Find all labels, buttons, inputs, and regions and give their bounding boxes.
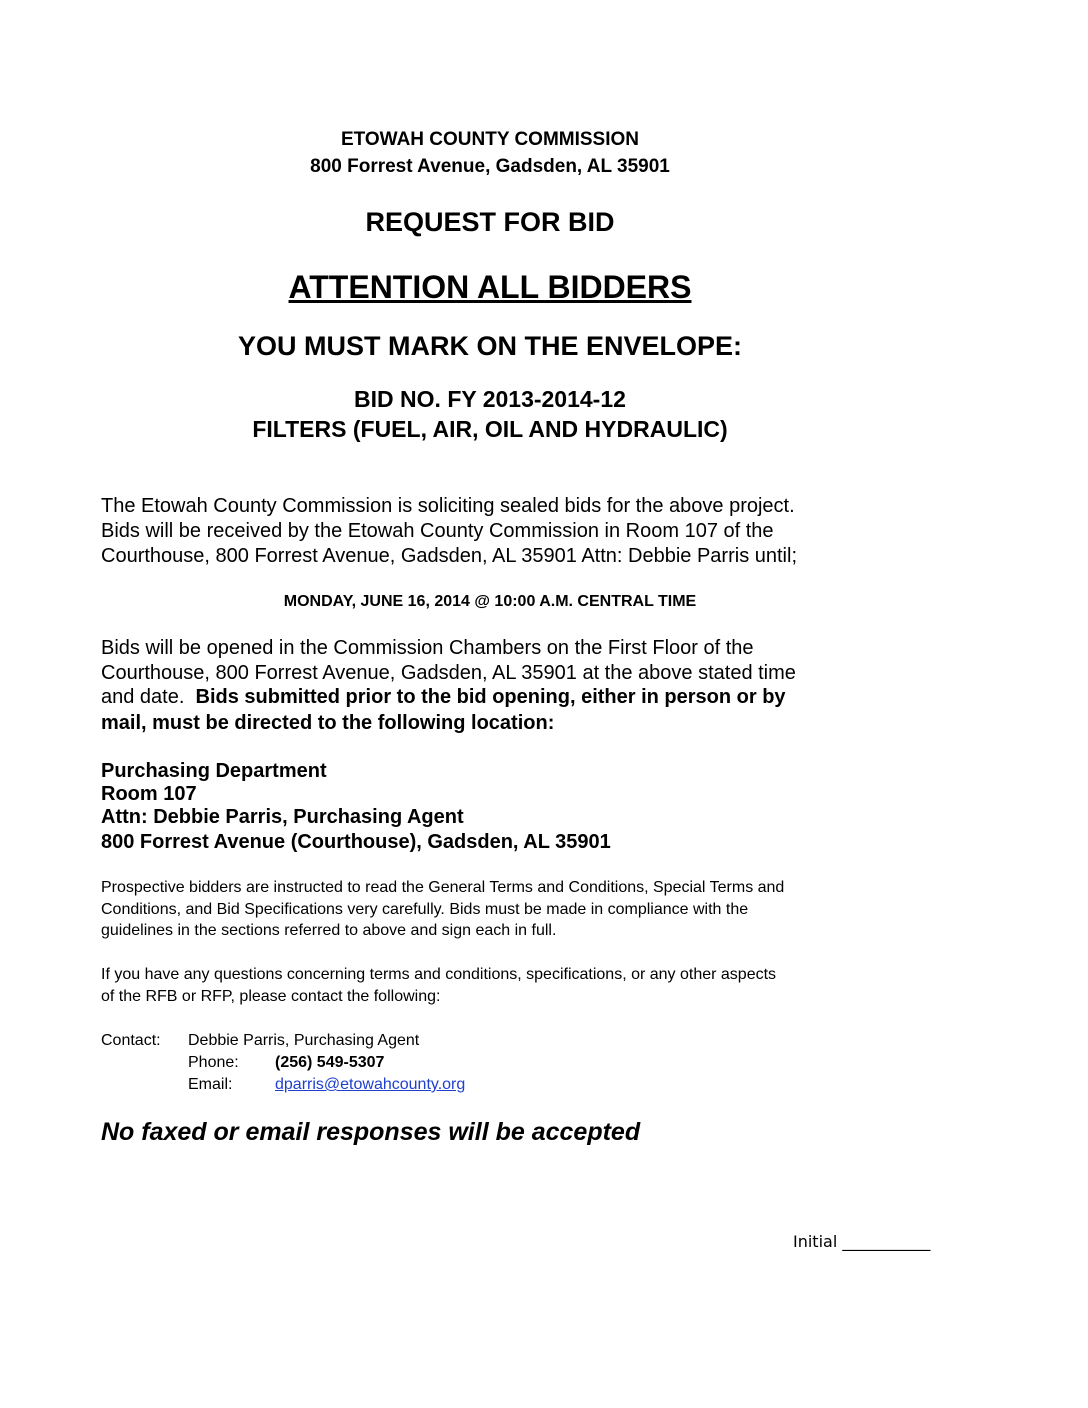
intro-line: The Etowah County Commission is soliciting sealed bids for the above project. (101, 495, 795, 517)
instructions-line: guidelines in the sections referred to above and sign each in full. (101, 922, 557, 939)
opening-line (101, 685, 786, 709)
questions-line: If you have any questions concerning terms and conditions, specifications, or any other aspects (101, 966, 777, 983)
email-label: Email: (188, 1076, 233, 1093)
opening-emphasis: Bids submitted prior to the bid opening, either in person or by (195, 686, 786, 708)
opening-line: Bids will be opened in the Commission Chambers on the First Floor of the (101, 637, 754, 659)
opening-line: Courthouse, 800 Forrest Avenue, Gadsden, AL 35901 at the above stated time (101, 662, 796, 684)
org-address: 800 Forrest Avenue, Gadsden, AL 35901 (310, 156, 670, 177)
instructions-line: Conditions, and Bid Specifications very carefully. Bids must be made in compliance with the (101, 901, 749, 918)
location-attn: Attn: Debbie Parris, Purchasing Agent (101, 806, 464, 828)
questions-line: of the RFB or RFP, please contact the following: (101, 988, 441, 1005)
phone-label: Phone: (188, 1054, 239, 1071)
phone-number: (256) 549-5307 (275, 1054, 385, 1071)
location-room: Room 107 (101, 783, 197, 805)
location-address: 800 Forrest Avenue (Courthouse), Gadsden, AL 35901 (101, 831, 611, 853)
opening-text: and date. (101, 686, 196, 708)
initial-field: Initial ___________ (793, 1232, 931, 1251)
bid-item: FILTERS (FUEL, AIR, OIL AND HYDRAULIC) (252, 416, 728, 442)
location-dept: Purchasing Department (101, 760, 327, 782)
intro-line: Courthouse, 800 Forrest Avenue, Gadsden, AL 35901 Attn: Debbie Parris until; (101, 545, 797, 567)
intro-line: Bids will be received by the Etowah County Commission in Room 107 of the (101, 520, 774, 542)
attention-heading: ATTENTION ALL BIDDERS (288, 269, 692, 305)
org-name: ETOWAH COUNTY COMMISSION (340, 129, 640, 150)
contact-label: Contact: (101, 1032, 161, 1049)
contact-name: Debbie Parris, Purchasing Agent (188, 1032, 420, 1049)
no-fax-notice: No faxed or email responses will be accepted (101, 1118, 641, 1146)
bid-number: BID NO. FY 2013-2014-12 (354, 386, 626, 412)
bid-deadline: MONDAY, JUNE 16, 2014 @ 10:00 A.M. CENTRAL TIME (283, 593, 697, 610)
instructions-line: Prospective bidders are instructed to read the General Terms and Conditions, Special Terms and (101, 879, 785, 896)
envelope-notice: YOU MUST MARK ON THE ENVELOPE: (237, 331, 743, 361)
opening-emphasis: mail, must be directed to the following location: (101, 712, 555, 734)
email-link[interactable]: dparris@etowahcounty.org (275, 1076, 466, 1093)
document-title: REQUEST FOR BID (365, 207, 615, 237)
